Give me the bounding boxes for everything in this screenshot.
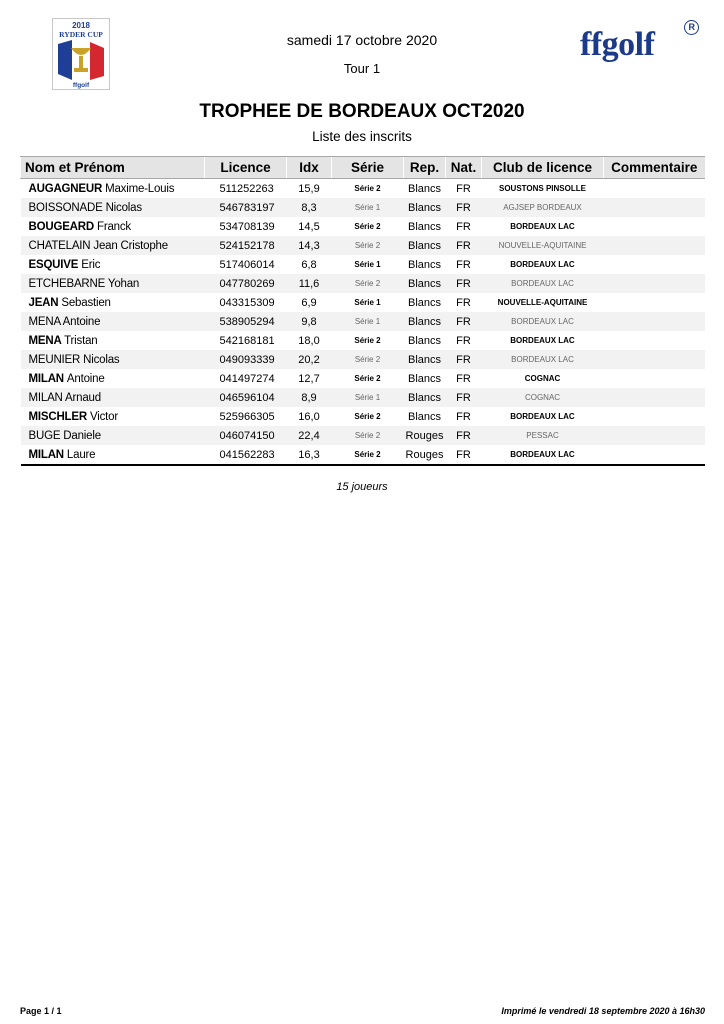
licence-cell: 043315309 — [219, 296, 275, 309]
nationality-cell: FR — [446, 274, 482, 293]
nationality-cell: FR — [446, 388, 482, 407]
player-last-name: ESQUIVE — [28, 258, 79, 271]
ryder-cup-year: 2018 — [72, 21, 90, 30]
comment-cell — [604, 369, 705, 388]
tee-cell: Rouges — [404, 426, 446, 445]
nationality-cell: FR — [446, 198, 482, 217]
serie-cell: Série 2 — [354, 412, 381, 421]
player-first-name: Nicolas — [105, 201, 142, 214]
player-name-cell — [21, 198, 205, 217]
column-header-name: Nom et Prénom — [21, 157, 205, 179]
comment-cell — [604, 198, 705, 217]
player-last-name: BOISSONADE — [28, 201, 103, 214]
column-header-comment: Commentaire — [604, 157, 705, 179]
player-last-name: MISCHLER — [28, 410, 87, 423]
nationality-cell: FR — [446, 426, 482, 445]
player-name-cell — [21, 217, 205, 236]
index-cell: 6,8 — [301, 258, 317, 271]
player-first-name: Sebastien — [61, 296, 111, 309]
licence-cell: 049093339 — [205, 350, 287, 369]
player-first-name: Daniele — [63, 429, 101, 442]
serie-cell: Série 2 — [332, 445, 404, 465]
serie-cell: Série 1 — [332, 388, 404, 407]
club-cell: BORDEAUX LAC — [482, 274, 604, 293]
player-last-name: MEUNIER — [28, 353, 81, 366]
player-name-cell — [21, 369, 205, 388]
tee-cell: Blancs — [407, 258, 442, 271]
nationality-cell: FR — [456, 182, 471, 195]
comment-cell — [604, 236, 705, 255]
tee-cell: Blancs — [404, 198, 446, 217]
tee-cell: Blancs — [407, 410, 442, 423]
column-header-idx: Idx — [287, 157, 332, 179]
table-row — [21, 331, 705, 350]
table-row — [21, 293, 705, 312]
nationality-cell: FR — [456, 220, 471, 233]
club-cell: BORDEAUX LAC — [482, 445, 604, 465]
nationality-cell: FR — [446, 236, 482, 255]
ryder-cup-sub: ffgolf — [72, 82, 90, 89]
serie-cell: Série 2 — [354, 184, 381, 193]
table-row — [21, 350, 705, 369]
club-cell: COGNAC — [482, 388, 604, 407]
index-cell: 14,5 — [298, 220, 320, 233]
column-header-licence: Licence — [205, 157, 287, 179]
table-row — [21, 312, 705, 331]
nationality-cell: FR — [456, 258, 471, 271]
player-last-name: MENA — [28, 334, 62, 347]
print-timestamp: Imprimé le vendredi 18 septembre 2020 à 16h30 — [501, 1006, 705, 1016]
player-last-name: JEAN — [28, 296, 59, 309]
index-cell: 11,6 — [287, 274, 332, 293]
player-name-cell — [21, 426, 205, 445]
serie-cell: Série 2 — [332, 426, 404, 445]
player-first-name: Franck — [97, 220, 131, 233]
index-cell: 12,7 — [298, 372, 320, 385]
player-first-name: Yohan — [107, 277, 140, 290]
club-cell: AGJSEP BORDEAUX — [482, 198, 604, 217]
index-cell: 9,8 — [287, 312, 332, 331]
player-name-cell — [21, 274, 205, 293]
round-label: Tour 1 — [343, 61, 381, 76]
serie-cell: Série 2 — [354, 336, 381, 345]
player-first-name: Eric — [81, 258, 101, 271]
comment-cell — [604, 350, 705, 369]
ryder-cup-logo — [52, 18, 110, 90]
club-cell: NOUVELLE-AQUITAINE — [497, 298, 588, 307]
serie-cell: Série 2 — [332, 350, 404, 369]
column-header-rep: Rep. — [404, 157, 446, 179]
table-row — [21, 426, 705, 445]
index-cell: 8,9 — [287, 388, 332, 407]
tee-cell: Blancs — [407, 296, 442, 309]
tee-cell: Blancs — [407, 334, 442, 347]
table-row — [21, 445, 705, 465]
index-cell: 8,3 — [287, 198, 332, 217]
serie-cell: Série 1 — [332, 198, 404, 217]
table-row — [21, 274, 705, 293]
table-row — [21, 369, 705, 388]
index-cell: 16,0 — [298, 410, 320, 423]
licence-cell: 047780269 — [205, 274, 287, 293]
column-header-club: Club de licence — [482, 157, 604, 179]
licence-cell: 542168181 — [219, 334, 275, 347]
ffgolf-logo — [580, 22, 695, 64]
player-name-cell — [21, 293, 205, 312]
table-row — [21, 236, 705, 255]
licence-cell: 046596104 — [205, 388, 287, 407]
event-date: samedi 17 octobre 2020 — [286, 32, 438, 48]
serie-cell: Série 1 — [354, 298, 381, 307]
club-cell: BORDEAUX LAC — [510, 260, 575, 269]
player-last-name: BOUGEARD — [28, 220, 94, 233]
licence-cell: 525966305 — [219, 410, 275, 423]
player-last-name: AUGAGNEUR — [28, 182, 103, 195]
comment-cell — [604, 274, 705, 293]
player-name-cell — [21, 331, 205, 350]
entries-table — [20, 156, 705, 466]
index-cell: 22,4 — [287, 426, 332, 445]
tee-cell: Blancs — [404, 236, 446, 255]
player-name-cell — [21, 445, 205, 465]
club-cell: BORDEAUX LAC — [510, 412, 575, 421]
table-row — [21, 407, 705, 426]
serie-cell: Série 1 — [332, 312, 404, 331]
club-cell: BORDEAUX LAC — [482, 350, 604, 369]
tee-cell: Blancs — [407, 372, 442, 385]
index-cell: 20,2 — [287, 350, 332, 369]
player-last-name: CHATELAIN — [28, 239, 91, 252]
tee-cell: Blancs — [404, 312, 446, 331]
index-cell: 16,3 — [287, 445, 332, 465]
player-last-name: MILAN — [28, 448, 64, 461]
comment-cell — [604, 407, 705, 426]
serie-cell: Série 2 — [332, 274, 404, 293]
page-title: TROPHEE DE BORDEAUX OCT2020 — [199, 101, 525, 122]
player-name-cell — [21, 312, 205, 331]
comment-cell — [604, 255, 705, 274]
player-first-name: Victor — [89, 410, 118, 423]
tee-cell: Blancs — [407, 182, 442, 195]
nationality-cell: FR — [456, 410, 471, 423]
licence-cell: 524152178 — [205, 236, 287, 255]
column-header-serie: Série — [332, 157, 404, 179]
comment-cell — [604, 217, 705, 236]
player-last-name: MILAN — [28, 372, 64, 385]
player-first-name: Nicolas — [83, 353, 120, 366]
player-name-cell — [21, 179, 205, 199]
player-name-cell — [21, 388, 205, 407]
club-cell: BORDEAUX LAC — [510, 222, 575, 231]
player-last-name: MILAN — [28, 391, 63, 404]
licence-cell: 546783197 — [205, 198, 287, 217]
player-last-name: MENA — [28, 315, 61, 328]
tee-cell: Blancs — [404, 350, 446, 369]
table-row — [21, 255, 705, 274]
player-first-name: Arnaud — [65, 391, 101, 404]
licence-cell: 046074150 — [205, 426, 287, 445]
table-row — [21, 198, 705, 217]
comment-cell — [604, 179, 705, 199]
serie-cell: Série 1 — [354, 260, 381, 269]
comment-cell — [604, 445, 705, 465]
column-header-nat: Nat. — [446, 157, 482, 179]
index-cell: 15,9 — [298, 182, 320, 195]
table-header-row — [21, 157, 705, 179]
player-count: 15 joueurs — [336, 481, 388, 493]
tee-cell: Blancs — [404, 274, 446, 293]
comment-cell — [604, 426, 705, 445]
licence-cell: 511252263 — [219, 182, 274, 195]
club-cell: COGNAC — [524, 374, 561, 383]
club-cell: SOUSTONS PINSOLLE — [499, 184, 586, 193]
player-first-name: Tristan — [64, 334, 98, 347]
player-name-cell — [21, 236, 205, 255]
serie-cell: Série 2 — [354, 222, 381, 231]
table-row — [21, 217, 705, 236]
nationality-cell: FR — [446, 312, 482, 331]
player-first-name: Antoine — [62, 315, 101, 328]
player-last-name: ETCHEBARNE — [28, 277, 106, 290]
page-subtitle: Liste des inscrits — [312, 129, 412, 144]
player-name-cell — [21, 407, 205, 426]
club-cell: BORDEAUX LAC — [510, 336, 575, 345]
comment-cell — [604, 293, 705, 312]
ryder-cup-name: RYDER CUP — [59, 30, 103, 39]
player-first-name: Maxime-Louis — [105, 182, 175, 195]
index-cell: 6,9 — [301, 296, 317, 309]
comment-cell — [604, 388, 705, 407]
player-first-name: Antoine — [66, 372, 105, 385]
club-cell: BORDEAUX LAC — [482, 312, 604, 331]
nationality-cell: FR — [456, 296, 471, 309]
nationality-cell: FR — [456, 372, 471, 385]
nationality-cell: FR — [456, 334, 471, 347]
nationality-cell: FR — [446, 350, 482, 369]
player-first-name: Jean Cristophe — [93, 239, 168, 252]
serie-cell: Série 2 — [332, 236, 404, 255]
licence-cell: 041497274 — [219, 372, 275, 385]
player-first-name: Laure — [66, 448, 96, 461]
index-cell: 14,3 — [287, 236, 332, 255]
licence-cell: 538905294 — [205, 312, 287, 331]
nationality-cell: FR — [446, 445, 482, 465]
page-number: Page 1 / 1 — [20, 1006, 62, 1016]
club-cell: NOUVELLE-AQUITAINE — [482, 236, 604, 255]
table-row — [21, 179, 705, 199]
ffgolf-logo-text: ffgolf — [580, 26, 655, 63]
licence-cell: 041562283 — [205, 445, 287, 465]
tee-cell: Blancs — [407, 220, 442, 233]
comment-cell — [604, 331, 705, 350]
tee-cell: Blancs — [404, 388, 446, 407]
table-row — [21, 388, 705, 407]
club-cell: PESSAC — [482, 426, 604, 445]
licence-cell: 517406014 — [219, 258, 275, 271]
player-name-cell — [21, 350, 205, 369]
tee-cell: Rouges — [404, 445, 446, 465]
comment-cell — [604, 312, 705, 331]
licence-cell: 534708139 — [219, 220, 275, 233]
registered-mark-icon: R — [684, 20, 699, 35]
index-cell: 18,0 — [298, 334, 320, 347]
player-last-name: BUGE — [28, 429, 61, 442]
player-name-cell — [21, 255, 205, 274]
serie-cell: Série 2 — [354, 374, 381, 383]
